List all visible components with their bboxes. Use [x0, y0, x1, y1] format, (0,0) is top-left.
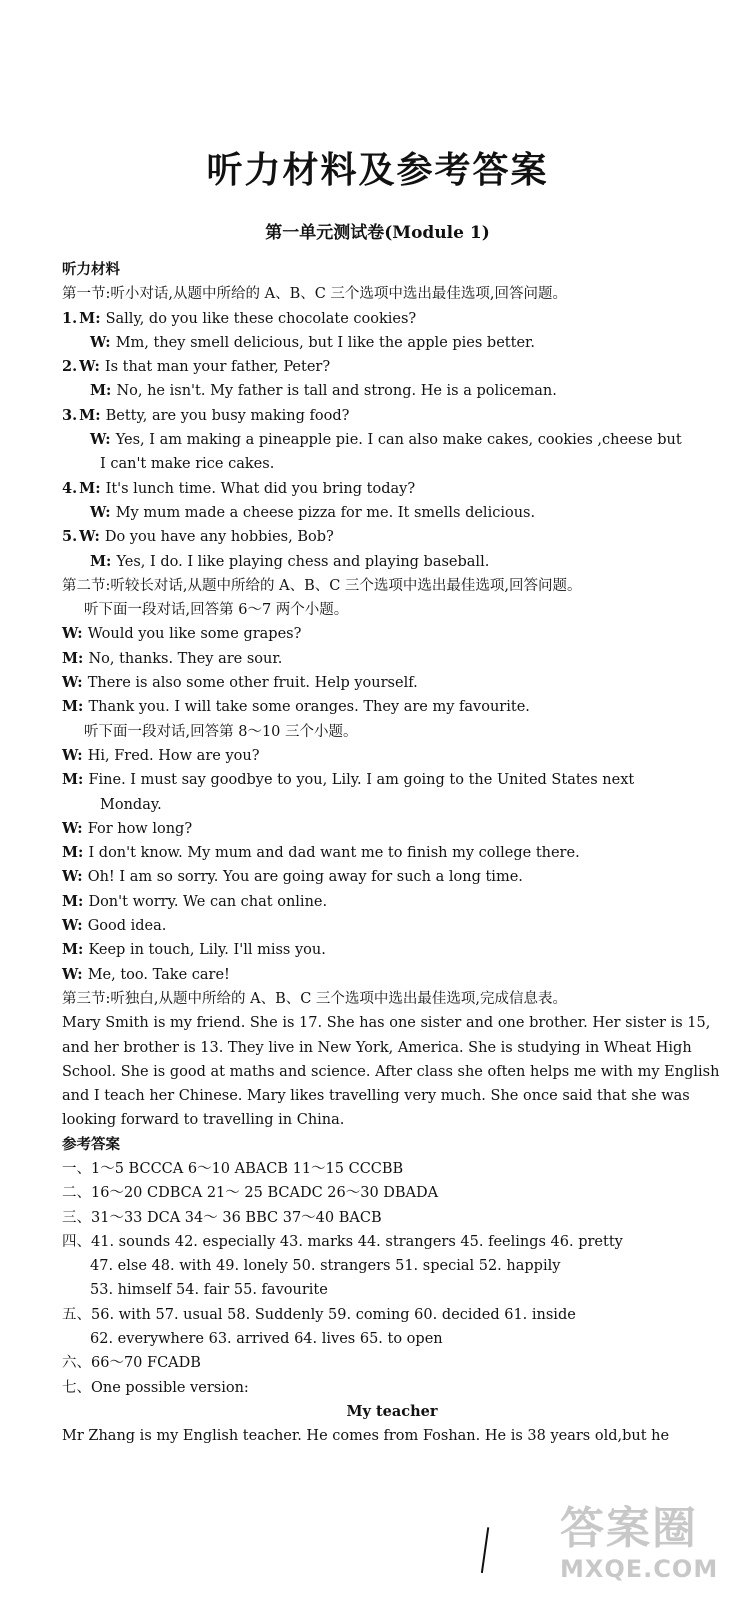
dialog-line: 5. W: Do you have any hobbies, Bob? [62, 528, 334, 546]
dialog-line: M: Fine. I must say goodbye to you, Lily. I am going to the United States next [62, 771, 635, 789]
dialog-line: 4. M: It's lunch time. What did you bring today? [62, 479, 416, 497]
answer-row: 七、One possible version: [62, 1379, 249, 1396]
dialog-line: W: Mm, they smell delicious, but I like the apple pies better. [90, 333, 535, 351]
page-content [62, 258, 722, 1449]
answer-row: 三、31～33 DCA 34～ 36 BBC 37～40 BACB [62, 1209, 382, 1226]
dialog-line: W: For how long? [62, 819, 193, 837]
dialog-line: I can't make rice cakes. [100, 456, 275, 473]
section-instruction: 第一节:听小对话,从题中所给的 A、B、C 三个选项中选出最佳选项,回答问题。 [62, 286, 568, 303]
dialog-line: M: Yes, I do. I like playing chess and playing baseball. [90, 552, 490, 570]
answer-row: 六、66～70 FCADB [62, 1355, 201, 1372]
sub-instruction: 听下面一段对话,回答第 6～7 两个小题。 [84, 602, 349, 619]
section-heading: 听力材料 [62, 261, 120, 278]
dialog-line: W: Me, too. Take care! [62, 965, 230, 983]
dialog-line: W: Oh! I am so sorry. You are going away for such a long time. [62, 868, 523, 886]
answer-row: 53. himself 54. fair 55. favourite [90, 1282, 328, 1299]
sub-instruction: 听下面一段对话,回答第 8～10 三个小题。 [84, 723, 358, 740]
essay-text: Mr Zhang is my English teacher. He comes from Foshan. He is 38 years old,but he [62, 1428, 670, 1445]
answer-row: 一、1～5 BCCCA 6～10 ABACB 11～15 CCCBB [62, 1160, 404, 1177]
dialog-line: W: My mum made a cheese pizza for me. It smells delicious. [90, 503, 536, 521]
dialog-line: M: Keep in touch, Lily. I'll miss you. [62, 941, 326, 959]
dialog-line: W: There is also some other fruit. Help yourself. [62, 674, 418, 692]
dialog-line: M: No, he isn't. My father is tall and strong. He is a policeman. [90, 382, 557, 400]
dialog-line: 1. M: Sally, do you like these chocolate cookies? [62, 309, 417, 327]
dialog-line: W: Hi, Fred. How are you? [62, 746, 260, 764]
monologue-paragraph: Mary Smith is my friend. She is 17. She has one sister and one brother. Her sister is 15, and her brother is 13. They live in New York, America. She is studying in Wheat High School. She is good at maths and science. After class she often helps me with my English and I teach her Chinese. Mary likes travelling very much. She once said that she was looking forward to travelling in China. [62, 1015, 720, 1129]
answer-row: 二、16～20 CDBCA 21～ 25 BCADC 26～30 DBADA [62, 1185, 439, 1202]
dialog-line: M: No, thanks. They are sour. [62, 649, 283, 667]
dialog-line: 2. W: Is that man your father, Peter? [62, 358, 331, 376]
section-instruction: 第三节:听独白,从题中所给的 A、B、C 三个选项中选出最佳选项,完成信息表。 [62, 990, 568, 1007]
answer-row: 62. everywhere 63. arrived 64. lives 65. to open [90, 1331, 443, 1348]
watermark-logo: 答案圈 MXQE.COM [560, 1503, 719, 1583]
dialog-line: M: Don't worry. We can chat online. [62, 892, 328, 910]
dialog-line: W: Would you like some grapes? [62, 625, 302, 643]
dialog-line: W: Yes, I am making a pineapple pie. I can also make cakes, cookies ,cheese but [90, 431, 682, 449]
dialog-line: M: Thank you. I will take some oranges. They are my favourite. [62, 698, 530, 716]
dialog-line: 3. M: Betty, are you busy making food? [62, 406, 350, 424]
handwritten-mark [481, 1527, 501, 1575]
essay-title: My teacher [346, 1402, 438, 1420]
answer-row: 四、41. sounds 42. especially 43. marks 44. strangers 45. feelings 46. pretty [62, 1233, 623, 1250]
page-title: 听力材料及参考答案 [206, 149, 549, 191]
dialog-line: M: I don't know. My mum and dad want me to finish my college there. [62, 844, 580, 862]
answer-row: 47. else 48. with 49. lonely 50. strangers 51. special 52. happily [90, 1258, 561, 1275]
section-instruction: 第二节:听较长对话,从题中所给的 A、B、C 三个选项中选出最佳选项,回答问题。 [62, 577, 582, 594]
answer-row: 五、56. with 57. usual 58. Suddenly 59. coming 60. decided 61. inside [62, 1306, 576, 1323]
unit-title: 第一单元测试卷(Module 1) [265, 223, 490, 243]
dialog-line: W: Good idea. [62, 917, 167, 935]
section-heading: 参考答案 [62, 1135, 120, 1153]
dialog-line: Monday. [100, 796, 162, 813]
